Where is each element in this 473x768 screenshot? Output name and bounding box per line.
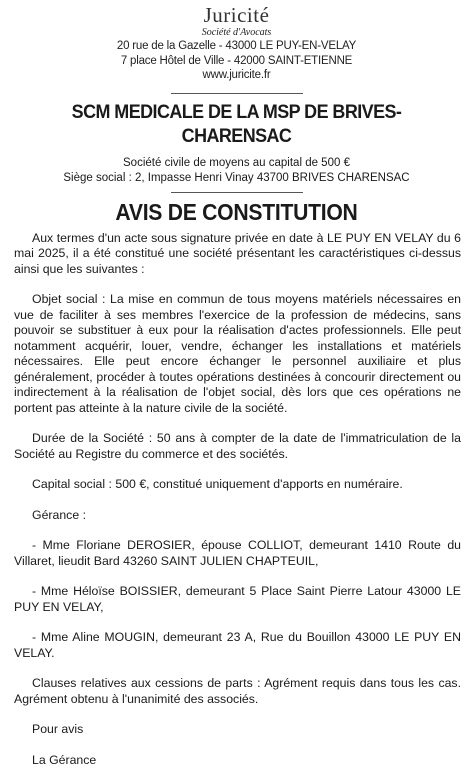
company-seat-line: Siège social : 2, Impasse Henri Vinay 43700 BRIVES CHARENSAC xyxy=(0,171,473,186)
intro-paragraph: Aux termes d'un acte sous signature privée en date à LE PUY EN VELAY du 6 mai 2025, il a été constitué une société présentant les caractéristiques ci-dessus ainsi que les suivantes : xyxy=(14,231,461,278)
header-divider xyxy=(171,93,303,94)
firm-website: www.juricite.fr xyxy=(0,68,473,83)
title-divider xyxy=(171,192,303,193)
juricite-logo: Juricité xyxy=(0,0,473,26)
law-firm-header xyxy=(0,0,473,83)
gerant-2-paragraph: - Mme Héloïse BOISSIER, demeurant 5 Place Saint Pierre Latour 43000 LE PUY EN VELAY, xyxy=(14,584,461,615)
objet-social-paragraph: Objet social : La mise en commun de tous moyens matériels nécessaires en vue de faciliter à ses membres l'exercice de la profession de médecins, sans pouvoir se substituer à eux pour la réalisation d'actes professionnels. Elle peut notamment acquérir, louer, vendre, échanger les installations et matériels nécessaires. Elle peut encore échanger le personnel auxiliaire et plus généralement, procéder à toutes opérations destinées à concourir directement ou indirectement à la réalisation de l'objet social, dès lors que ces opérations ne portent pas atteinte à la nature civile de la société. xyxy=(14,292,461,416)
clauses-paragraph: Clauses relatives aux cessions de parts : Agrément requis dans tous les cas. Agrément obtenu à l'unanimité des associés. xyxy=(14,676,461,707)
company-type-line: Société civile de moyens au capital de 500 € xyxy=(0,156,473,171)
capital-paragraph: Capital social : 500 €, constitué uniquement d'apports en numéraire. xyxy=(14,477,461,493)
firm-address-line-2: 7 place Hôtel de Ville - 42000 SAINT-ETIENNE xyxy=(0,54,473,69)
duree-paragraph: Durée de la Société : 50 ans à compter de la date de l'immatriculation de la Société au Registre du commerce et des sociétés. xyxy=(14,431,461,462)
gerance-heading: Gérance : xyxy=(14,508,461,524)
gerant-3-paragraph: - Mme Aline MOUGIN, demeurant 23 A, Rue du Bouillon 43000 LE PUY EN VELAY. xyxy=(14,630,461,661)
company-name: SCM MEDICALE DE LA MSP DE BRIVES-CHARENSAC xyxy=(19,100,454,148)
firm-tagline: Société d'Avocats xyxy=(0,27,473,39)
notice-title: AVIS DE CONSTITUTION xyxy=(19,199,454,225)
gerant-1-paragraph: - Mme Floriane DEROSIER, épouse COLLIOT, demeurant 1410 Route du Villaret, lieudit Bard 43260 SAINT JULIEN CHAPTEUIL, xyxy=(14,538,461,569)
signature-line: La Gérance xyxy=(14,753,461,768)
pour-avis-line: Pour avis xyxy=(14,722,461,738)
firm-address-line-1: 20 rue de la Gazelle - 43000 LE PUY-EN-VELAY xyxy=(0,39,473,54)
notice-body xyxy=(0,231,473,768)
